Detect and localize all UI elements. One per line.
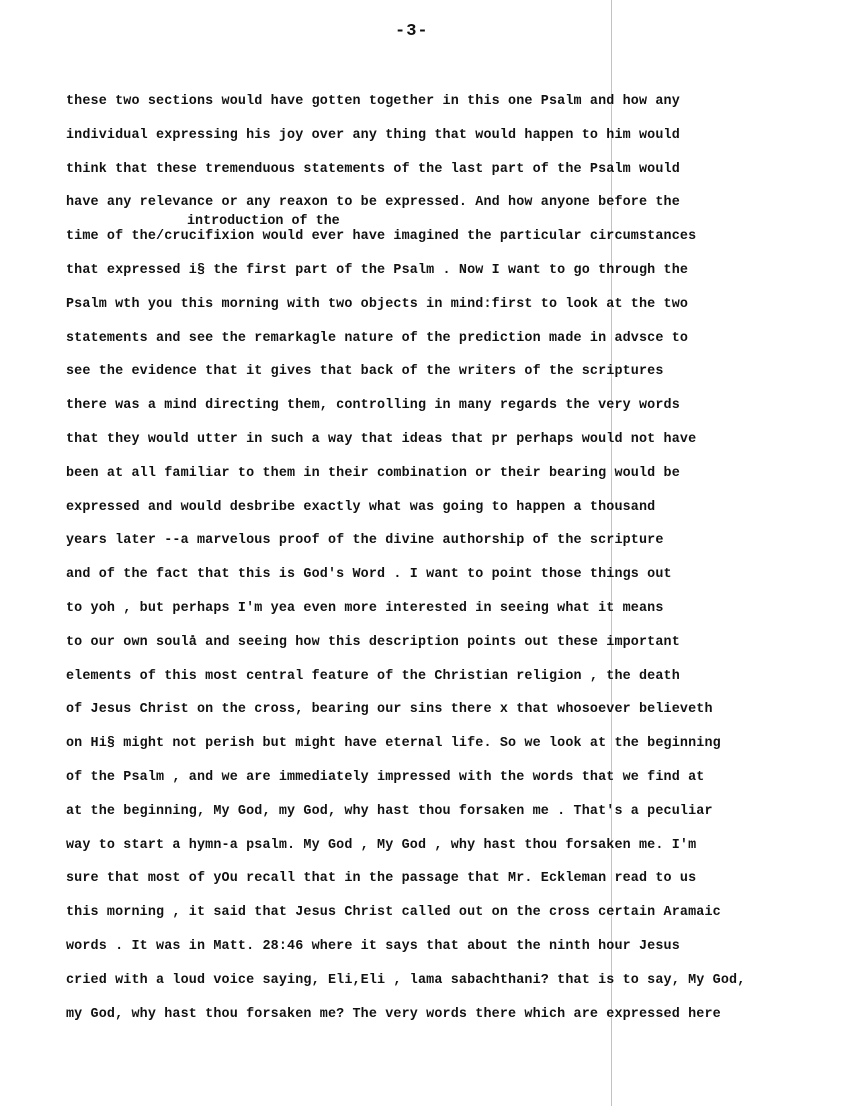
text-line: been at all familiar to them in their combination or their bearing would be — [66, 465, 680, 481]
text-line: of the Psalm , and we are immediately impressed with the words that we find at — [66, 769, 705, 785]
text-line: these two sections would have gotten together in this one Psalm and how any — [66, 94, 680, 109]
page-number: -3- — [395, 22, 429, 41]
text-line: elements of this most central feature of the Christian religion , the death — [66, 668, 680, 684]
text-line: there was a mind directing them, controlling in many regards the very words — [66, 398, 680, 414]
interlinear-insertion: introduction of the — [187, 214, 340, 229]
body-text — [66, 91, 826, 1037]
text-line: of Jesus Christ on the cross, bearing our sins there x that whosoever believeth — [66, 702, 713, 718]
text-line: and of the fact that this is God's Word . I want to point those things out — [66, 567, 672, 583]
text-line: that expressed i§ the first part of the Psalm . Now I want to go through the — [66, 262, 689, 278]
text-line: statements and see the remarkagle nature of the prediction made in advsce to — [66, 330, 689, 346]
text-line: to our own soulå and seeing how this description points out these important — [66, 634, 680, 650]
text-line: think that these tremenduous statements of the last part of the Psalm would — [66, 161, 680, 177]
text-line: on Hi§ might not perish but might have eternal life. So we look at the beginning — [66, 736, 721, 752]
text-line: words . It was in Matt. 28:46 where it says that about the ninth hour Jesus — [66, 938, 680, 954]
text-line: at the beginning, My God, my God, why hast thou forsaken me . That's a peculiar — [66, 803, 713, 819]
text-line: that they would utter in such a way that ideas that pr perhaps would not have — [66, 431, 697, 447]
text-line: to yoh , but perhaps I'm yea even more interested in seeing what it means — [66, 600, 664, 616]
text-line: time of the/crucifixion would ever have imagined the particular circumstances — [66, 229, 697, 245]
text-line: Psalm wth you this morning with two objects in mind:first to look at the two — [66, 296, 689, 312]
text-line: my God, why hast thou forsaken me? The very words there which are expressed here — [66, 1006, 721, 1022]
text-line: years later --a marvelous proof of the divine authorship of the scripture — [66, 533, 664, 549]
text-line: expressed and would desbribe exactly what was going to happen a thousand — [66, 499, 656, 515]
text-line: cried with a loud voice saying, Eli,Eli , lama sabachthani? that is to say, My God, — [66, 972, 746, 988]
text-line: see the evidence that it gives that back of the writers of the scriptures — [66, 364, 664, 380]
text-line: individual expressing his joy over any thing that would happen to him would — [66, 127, 680, 143]
text-line: way to start a hymn-a psalm. My God , My God , why hast thou forsaken me. I'm — [66, 837, 697, 853]
text-line: this morning , it said that Jesus Christ called out on the cross certain Aramaic — [66, 905, 721, 921]
text-line: sure that most of yOu recall that in the passage that Mr. Eckleman read to us — [66, 871, 697, 887]
text-line: have any relevance or any reaxon to be expressed. And how anyone before the — [66, 195, 680, 211]
